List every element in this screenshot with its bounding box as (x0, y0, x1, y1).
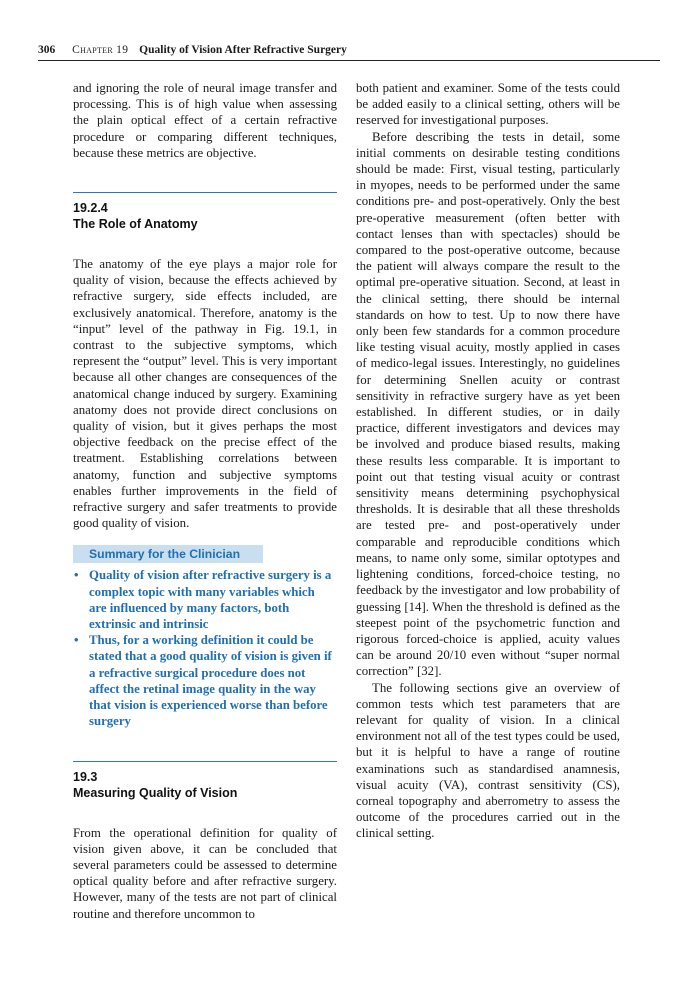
summary-item-text: Quality of vision after refractive surgery is a complex topic with many variables which are influenced by many factors, both extrinsic and intrinsic (89, 568, 332, 632)
running-title: Quality of Vision After Refractive Surgery (139, 44, 347, 56)
summary-list (73, 567, 337, 729)
running-header (38, 43, 660, 61)
bullet-icon: • (74, 633, 79, 648)
section-title: Measuring Quality of Vision (73, 785, 238, 800)
paragraph: The following sections give an overview of common tests which test parameters that are relevant for quality of vision. In a clinical environment not all of the test types could be used, but it is helpful to have a range of routine examinations such as standardised anamnesis, visual acuity (VA), contrast sensitivity (CS), corneal topography and aberrometry to assess the outcome of the procedures carried out in the clinical setting. (356, 680, 620, 841)
section-heading (73, 192, 337, 232)
summary-heading: Summary for the Clinician (73, 545, 263, 563)
right-column (356, 80, 620, 842)
bullet-icon: • (74, 568, 79, 583)
section-number: 19.2.4 (73, 201, 108, 216)
section-title: The Role of Anatomy (73, 217, 198, 232)
paragraph: Before describing the tests in detail, some initial comments on desirable testing conditions should be made: First, visual testing, particularly in myopes, needs to be performed under the same conditions pre- and post-operatively. Only the best pre-operative measurement (often better with contact lenses than with spectacles) should be compared to the post-operative outcome, because the patient will always compare the result to the optimal pre-operative situation. Second, at least in the clinical setting, there should be internal standards on how to test. Up to now there have only been few standards for a common procedure like testing visual acuity, mostly applied in cases of medico-legal issues. Interestingly, no guidelines for determining Snellen acuity or contrast sensitivity in refractive surgery have as yet been established. In different studies, or in daily practice, different investigators and devices may be involved and produce biased results, making these results less comparable. It is important to point out that testing visual acuity or contrast sensitivity means determining psychophysical thresholds. It is desirable that all these thresholds are tested pre- and post-operatively under comparable and reproducible conditions which means, to name only some, similar optotypes and lightening conditions, forced-choice testing, no feedback by the investigator and low probability of guessing [14]. When the threshold is defined as the steepest point of the psychometric function and rigorous forced-choice is applied, acuity values can be around 20/10 even without “super normal correction” [32]. (356, 129, 620, 679)
summary-item-text: Thus, for a working definition it could be stated that a good quality of vision is given if a refractive surgical procedure does not affect the retinal image quality in the way that vision is experienced worse than before surgery (89, 633, 332, 729)
summary-item (73, 632, 333, 729)
paragraph: From the operational definition for quality of vision given above, it can be concluded that several parameters could be assessed to determine optical quality before and after refractive surgery. However, many of the tests are not part of clinical routine and therefore uncommon to (73, 825, 337, 921)
paragraph: both patient and examiner. Some of the tests could be added easily to a clinical setting, others will be reserved for investigational purposes. (356, 81, 620, 128)
chapter-label: Chapter 19 (72, 44, 129, 56)
summary-item (73, 567, 333, 632)
section-heading (73, 761, 337, 801)
section-number: 19.3 (73, 769, 98, 784)
paragraph: and ignoring the role of neural image transfer and processing. This is of high value when assessing the plain optical effect of a certain refractive procedure or comparing different techniques, because these metrics are objective. (73, 81, 337, 160)
paragraph: The anatomy of the eye plays a major role for quality of vision, because the effects achieved by refractive surgery, side effects included, are exclusively anatomical. Therefore, anatomy is the “input” level of the pathway in Fig. 19.1, in contrast to the subjective symptoms, which represent the “output” level. This is very important because all other changes are consequences of the anatomical change induced by surgery. Examining anatomy does not provide direct conclusions on quality of vision, but it gives perhaps the most objective feedback on the precise effect of the treatment. Establishing correlations between anatomy, function and subjective symptoms enables further improvements in the field of refractive surgery and safer treatments to provide good quality of vision. (73, 257, 337, 531)
page-number: 306 (38, 44, 56, 56)
left-column (73, 80, 337, 922)
